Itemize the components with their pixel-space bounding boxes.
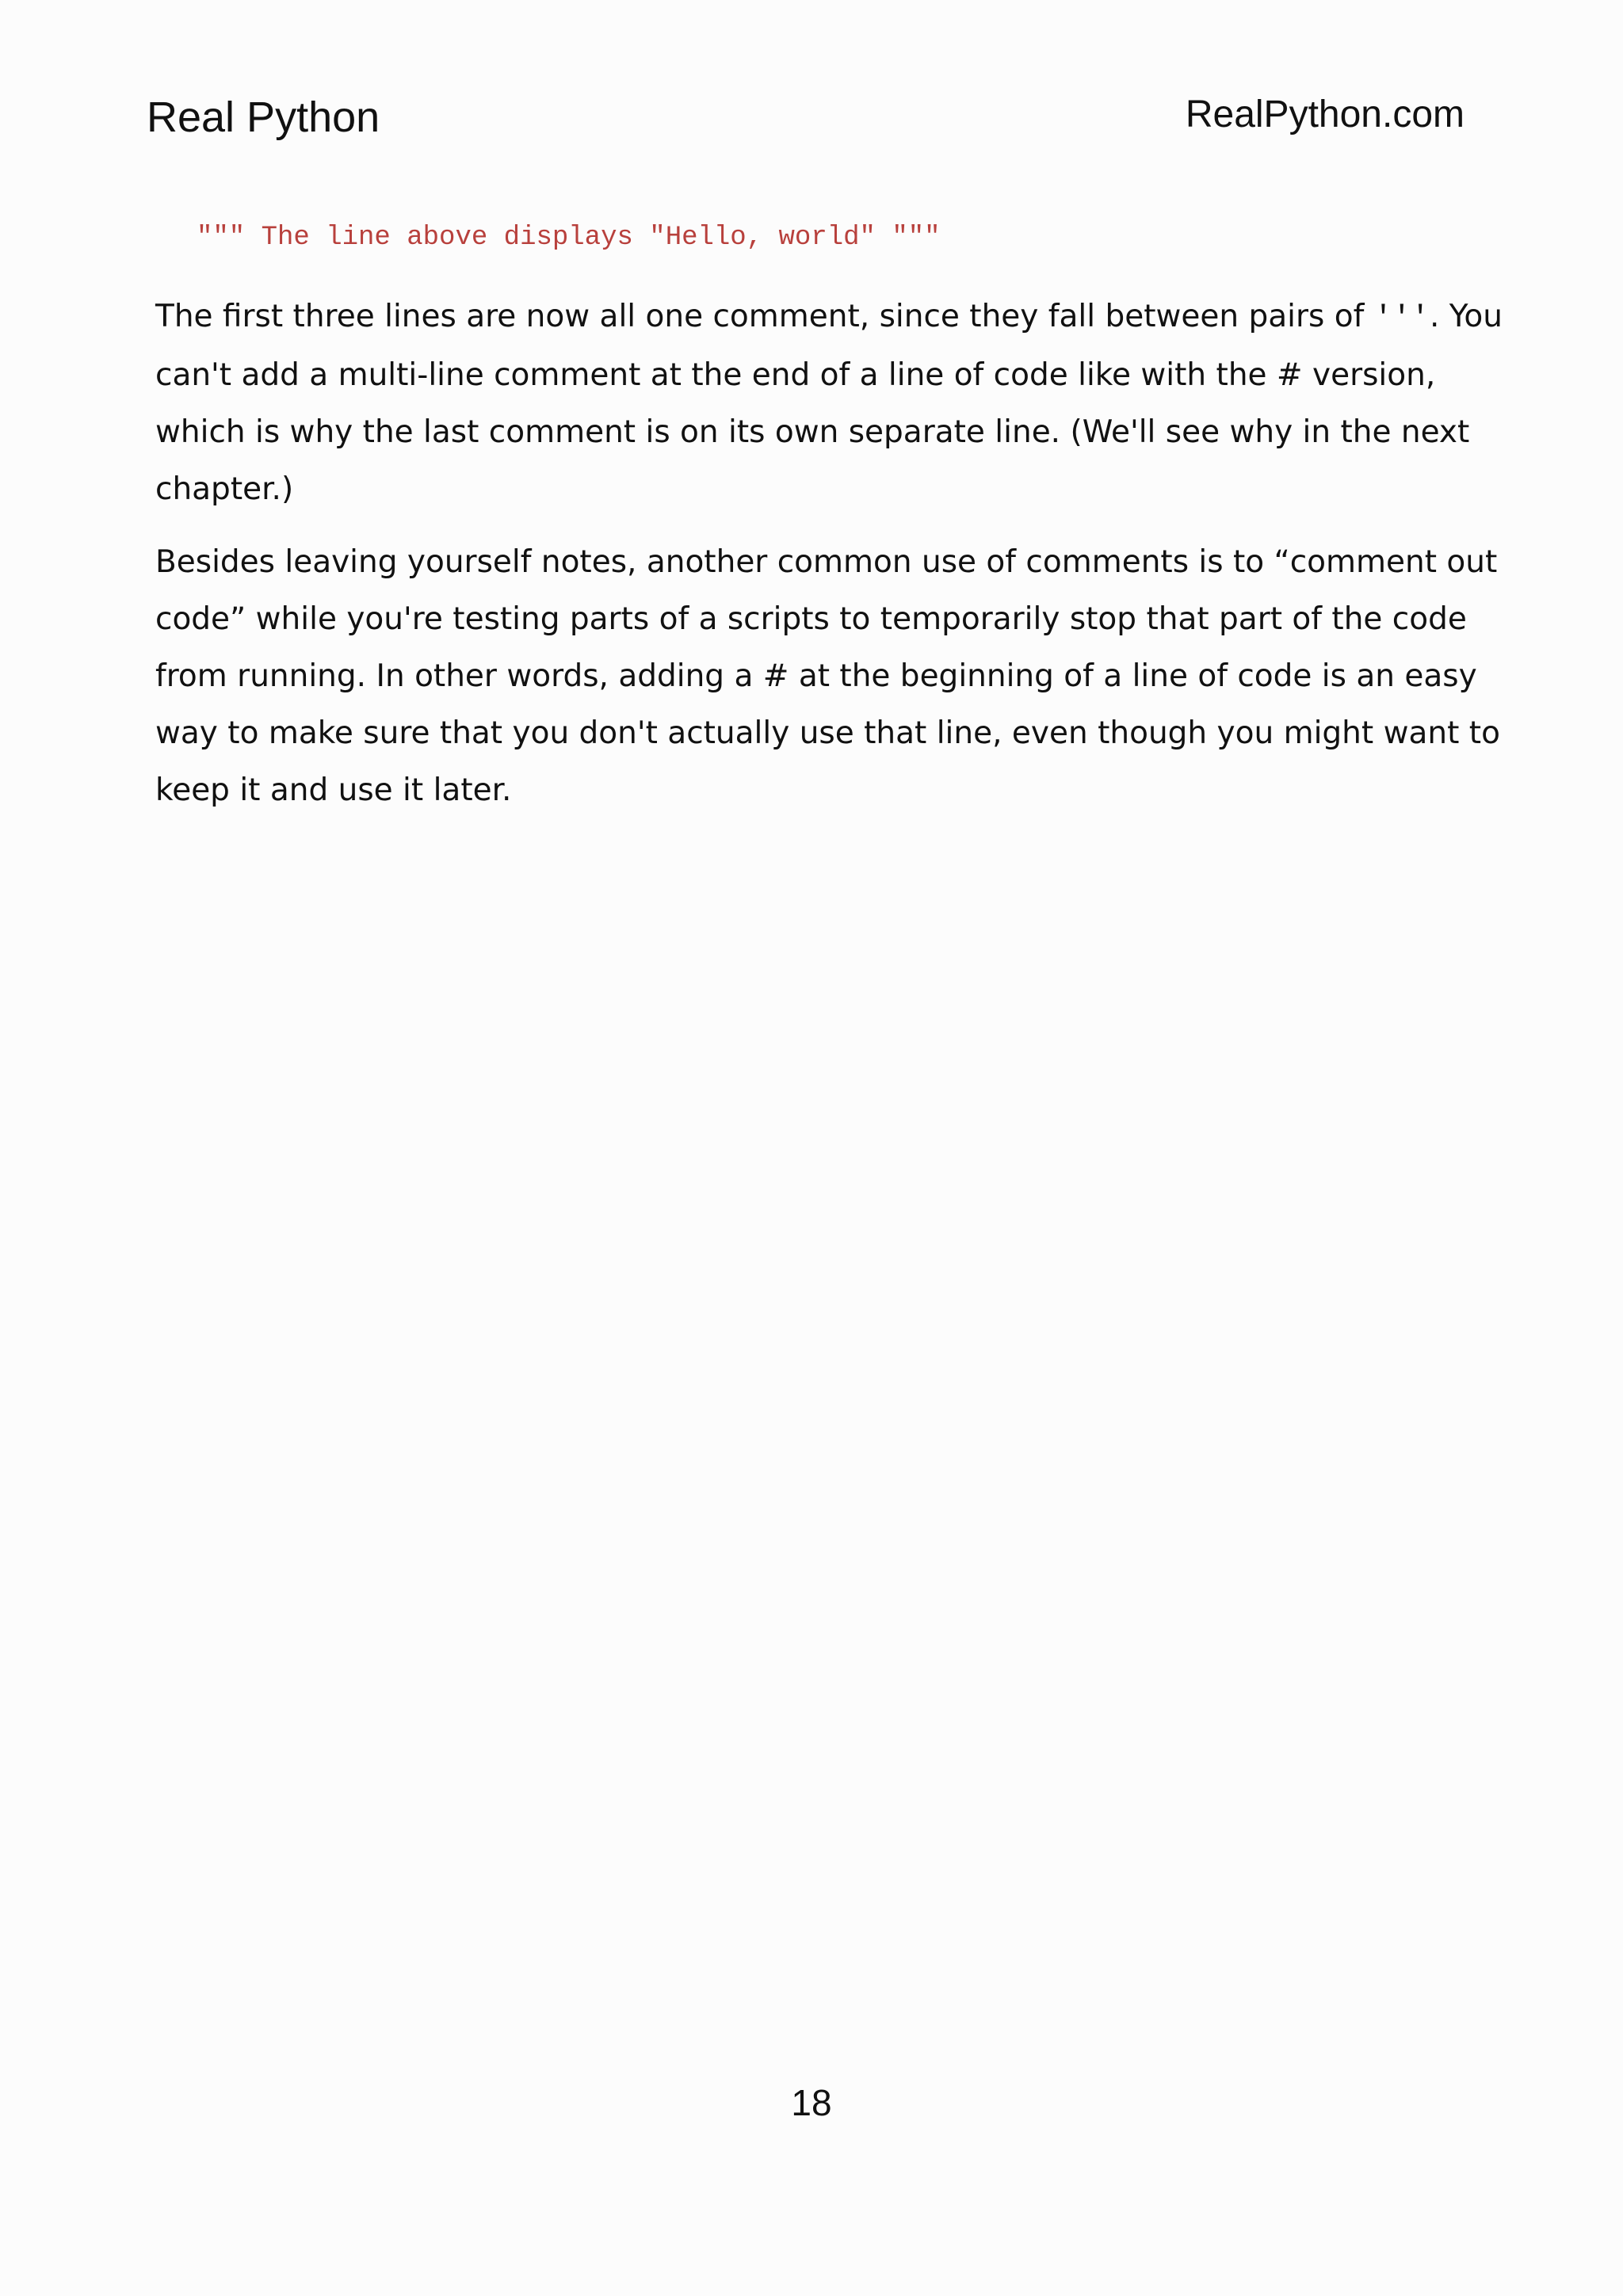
code-comment-line: """ The line above displays "Hello, world" """ [197,223,941,253]
site-name: RealPython.com [1185,93,1465,135]
text-segment: The first three lines are now all one comment, since they fall between pairs of [155,299,1374,334]
text-segment: . You [1429,299,1503,334]
paragraph-line: can't add a multi-line comment at the end of a line of code like with the # version, [155,357,1436,393]
book-title: Real Python [147,93,380,141]
paragraph-line: chapter.) [155,471,294,507]
paragraph-multiline-comments [155,288,1503,518]
paragraph-line: code” while you're testing parts of a scripts to temporarily stop that part of the code [155,601,1467,637]
page-number: 18 [791,2082,832,2123]
paragraph-line [155,288,1503,347]
paragraph-line: from running. In other words, adding a # at the beginning of a line of code is an easy [155,658,1477,694]
inline-code-triple-quotes: ''' [1373,301,1430,336]
paragraph-comment-out-code [155,534,1500,819]
paragraph-line: keep it and use it later. [155,772,512,808]
paragraph-line: which is why the last comment is on its own separate line. (We'll see why in the next [155,414,1470,450]
paragraph-line: way to make sure that you don't actually use that line, even though you might want to [155,715,1500,751]
paragraph-line: Besides leaving yourself notes, another common use of comments is to “comment out [155,544,1498,580]
